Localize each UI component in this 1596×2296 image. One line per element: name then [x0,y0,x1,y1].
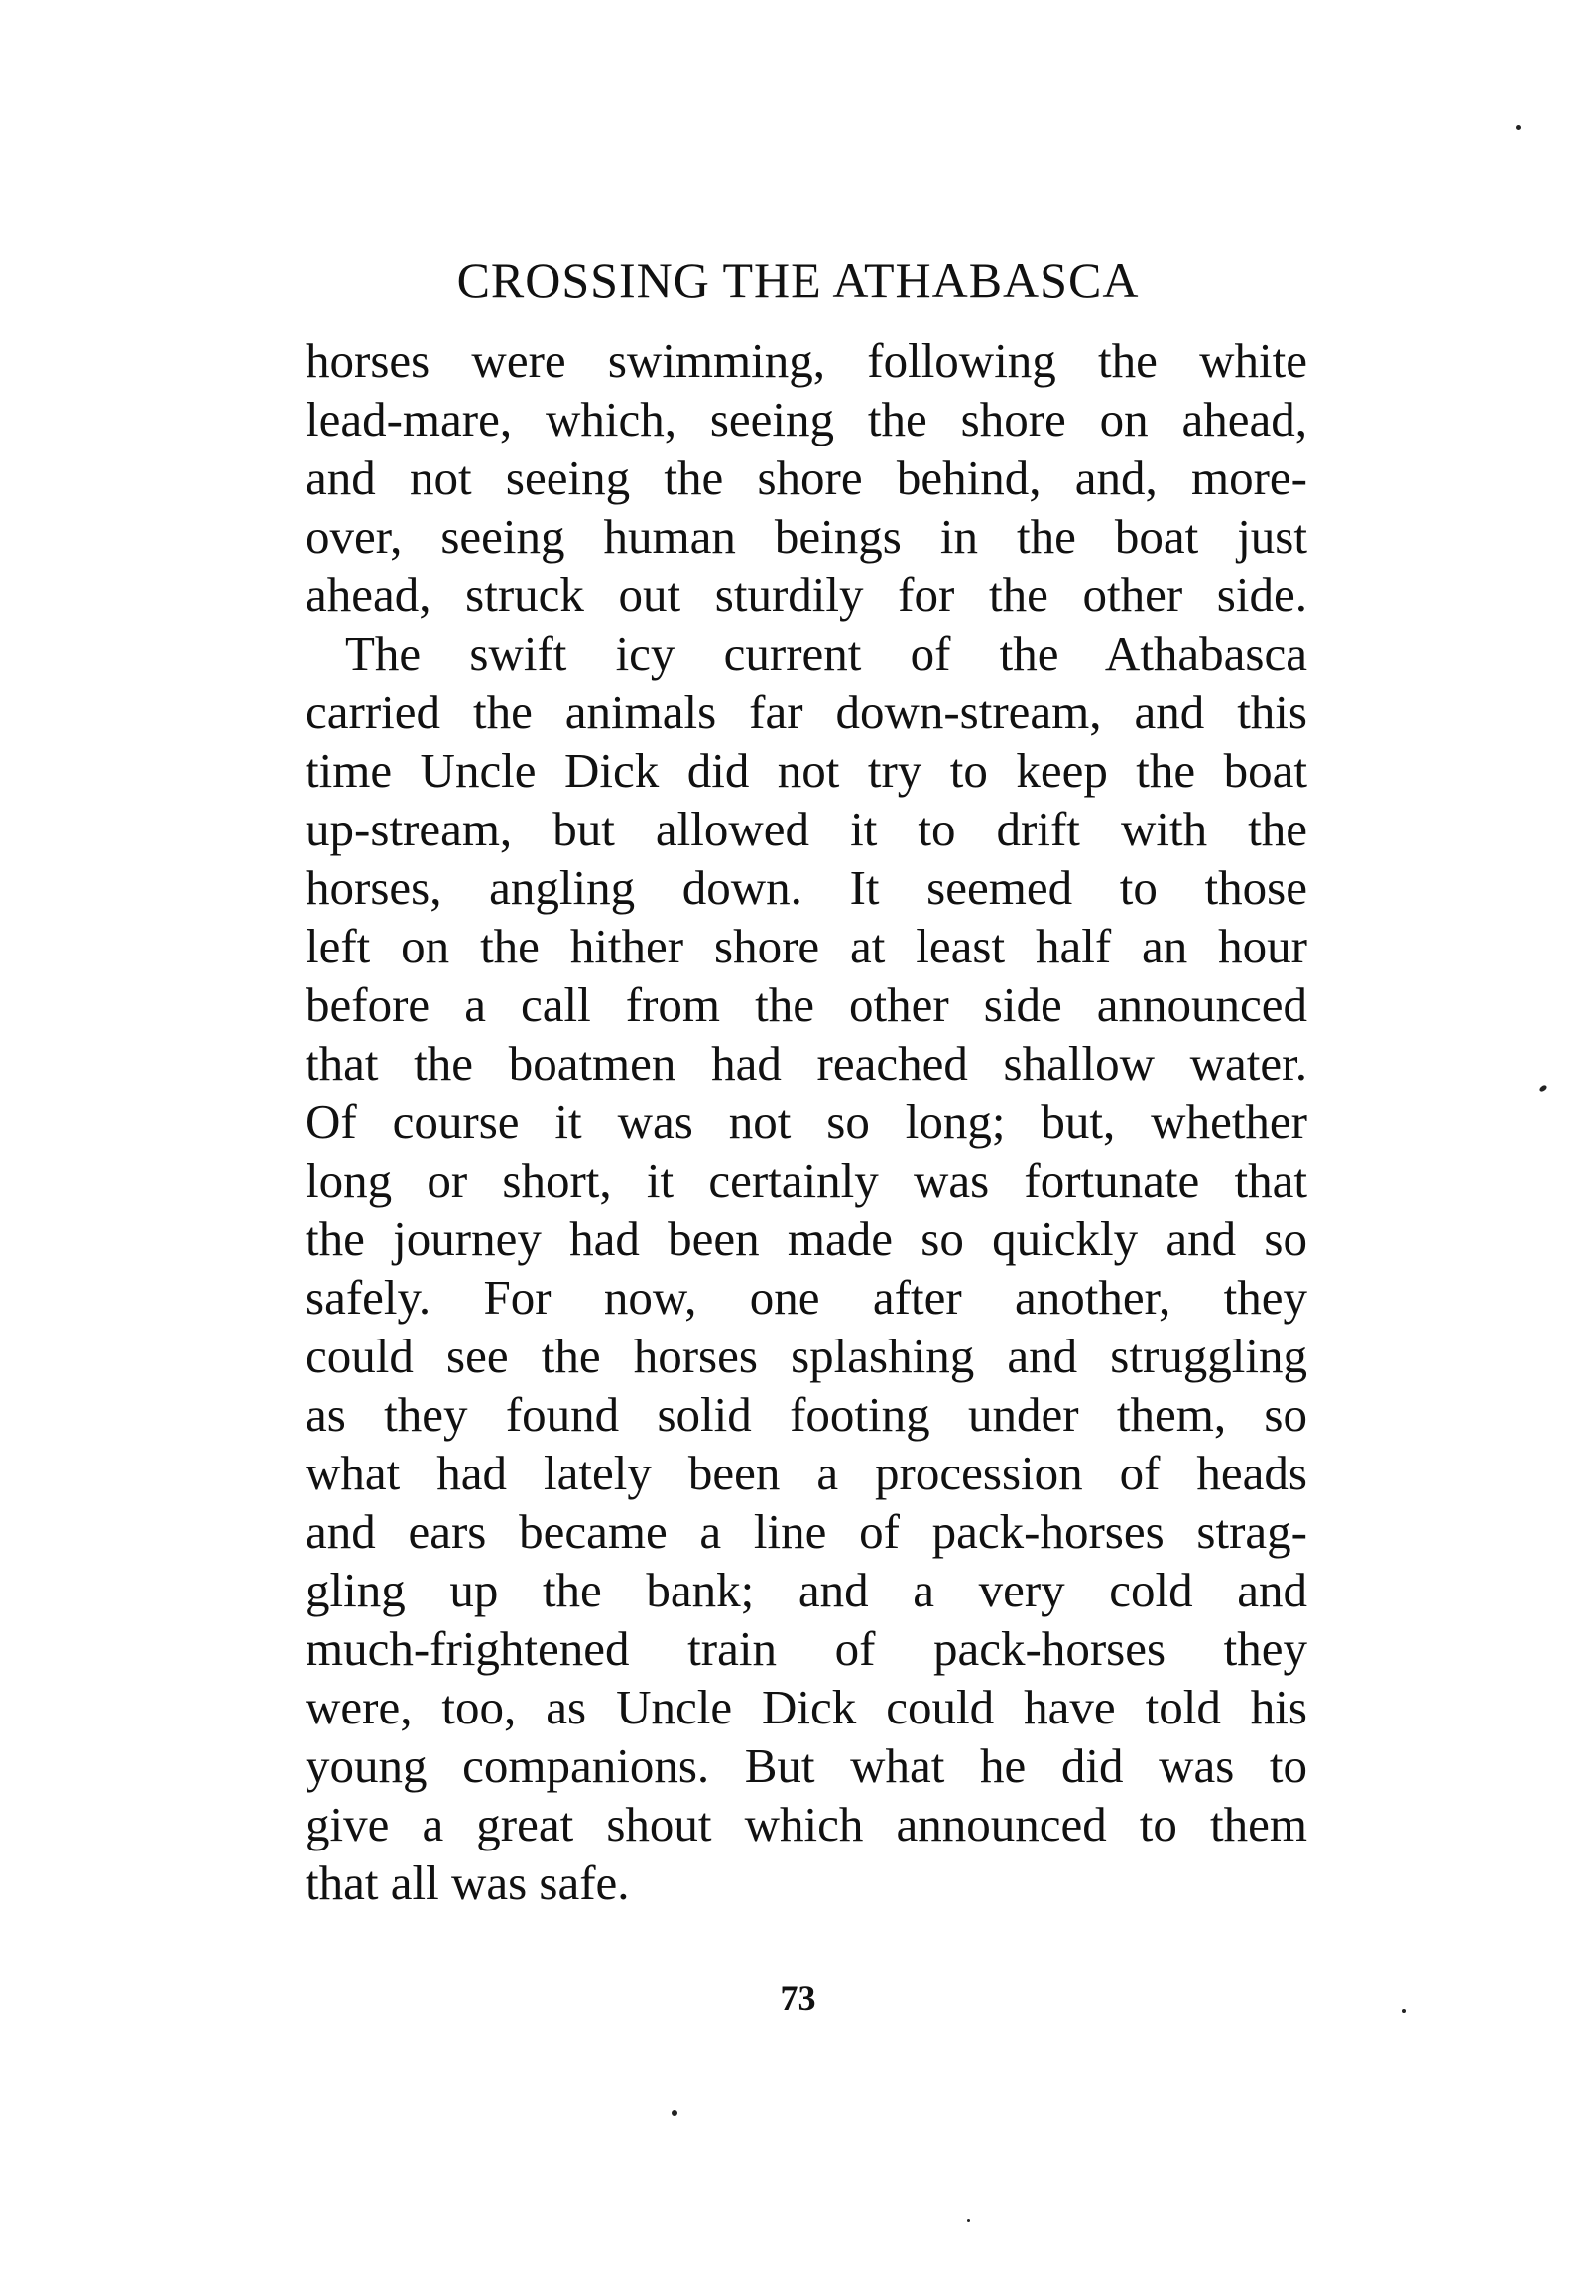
text-line: were, too, as Uncle Dick could have told his [306,1680,1307,1734]
text-line: long or short, it certainly was fortunate that [306,1153,1307,1208]
paragraph-start-line: The swift icy current of the Athabasca [345,626,1307,681]
running-head: CROSSING THE ATHABASCA [456,252,1140,308]
text-line: Of course it was not so long; but, whether [306,1094,1307,1149]
text-line: the journey had been made so quickly and so [306,1212,1307,1266]
text-line: horses were swimming, following the white [306,333,1307,388]
text-line: could see the horses splashing and struggling [306,1329,1307,1383]
text-line: and not seeing the shore behind, and, more- [306,450,1307,505]
text-line: up-stream, but allowed it to drift with the [306,802,1307,856]
text-line: before a call from the other side announced [306,977,1307,1032]
text-line: lead-mare, which, seeing the shore on ahead, [306,392,1307,446]
text-line: young companions. But what he did was to [306,1738,1307,1793]
paragraph-end-line: that all was safe. [306,1855,630,1910]
scan-speck [1516,125,1521,130]
text-line: much-frightened train of pack-horses they [306,1621,1307,1676]
text-line: ahead, struck out sturdily for the other side. [306,568,1307,622]
page-number: 73 [780,1978,816,2018]
scan-speck [672,2110,677,2116]
text-line: over, seeing human beings in the boat just [306,509,1307,564]
text-line: what had lately been a procession of heads [306,1446,1307,1500]
scan-speck [1538,1084,1547,1093]
text-line: safely. For now, one after another, they [306,1270,1307,1325]
scan-speck [1402,2009,1406,2013]
text-line: give a great shout which announced to them [306,1797,1307,1851]
text-line: left on the hither shore at least half an hour [306,919,1307,973]
text-line: carried the animals far down-stream, and this [306,685,1307,739]
text-line: horses, angling down. It seemed to those [306,860,1307,915]
text-line: that the boatmen had reached shallow water. [306,1036,1307,1090]
scan-speck [967,2219,970,2222]
text-line: gling up the bank; and a very cold and [306,1563,1307,1617]
text-line: as they found solid footing under them, so [306,1387,1307,1442]
text-line: time Uncle Dick did not try to keep the boat [306,743,1307,798]
text-line: and ears became a line of pack-horses strag- [306,1504,1307,1559]
body-text [306,331,1307,1912]
